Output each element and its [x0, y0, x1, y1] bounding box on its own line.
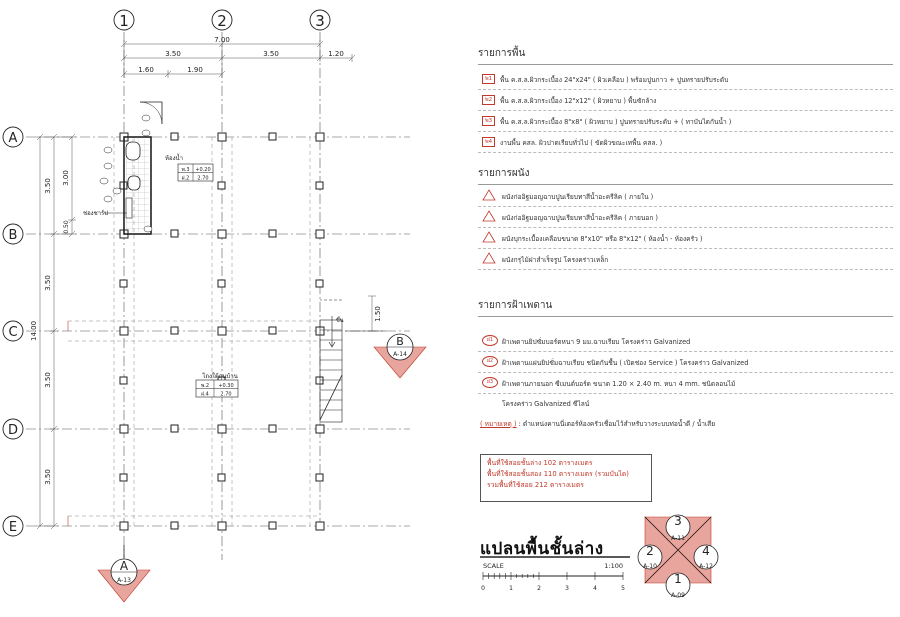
remark	[480, 418, 715, 429]
stair-up: ขึ้น	[336, 318, 344, 324]
scale-tick-4: 4	[593, 585, 597, 592]
section-marker-b	[345, 331, 426, 378]
floor-finishes-title: รายการพื้น	[478, 48, 526, 59]
floor-finishes-section	[478, 46, 893, 147]
ceiling-item: โครงคร่าว Galvanized ซีไลน์	[502, 400, 590, 408]
dim-total-height: 14.00	[30, 320, 38, 342]
section-b-ref: A-14	[393, 351, 407, 358]
floor-item: พ4 งานพื้น คสล. ผิวปาดเรียบทั่วไป ( ขัดผิวขณะเทพื้น คสล. )	[478, 133, 893, 153]
dim-row-de: 3.50	[44, 469, 52, 485]
ceiling-item: ฝ3 ฝ้าเพดานภายนอก ซีเมนต์บอร์ด ขนาด 1.20 × 2.40 m. หนา 4 mm. ชนิดลอนไม้	[478, 374, 893, 394]
area-note-ground: พื้นที่ใช้สอยชั้นล่าง 102 ตารางเมตร	[487, 459, 593, 467]
ceiling-item: ฝ2 ฝ้าเพดานแผ่นยิปซั่มฉาบเรียบ ชนิดกันชื้น ( เปิดช่อง Service ) โครงคร่าว Galvanized	[478, 353, 893, 373]
key-right-num: 4	[702, 544, 710, 558]
scale-tick-3: 3	[565, 585, 569, 592]
dim-row-bc: 3.50	[44, 275, 52, 291]
grid-row-b: B	[8, 228, 18, 243]
scale-tick-1: 1	[509, 585, 513, 592]
section-b-letter: B	[396, 335, 404, 348]
drawing-title: แปลนพื้นชั้นล่าง	[480, 539, 604, 559]
wall-item: ผนังก่ออิฐมอญฉาบปูนเรียบทาสีน้ำอะครีลิค ( ภายใน )	[478, 187, 893, 207]
grid-row-e: E	[8, 520, 18, 535]
dim-bath-050: 0.50	[63, 220, 70, 234]
wall-item: ผนังกรุไม้ฝาสำเร็จรูป โครงคร่าวเหล็ก	[478, 250, 893, 270]
floor-item: พ1 พื้น ค.ส.ล.ผิวกระเบื้อง 24"x24" ( ผิวเคลือบ ) พร้อมปูนกาว + ปูนทรายปรับระดับ	[478, 70, 893, 90]
ceiling-finishes-section	[478, 298, 893, 408]
grid-row-a: A	[8, 131, 18, 146]
area-note-total: รวมพื้นที่ใช้สอย 212 ตารางเมตร	[487, 481, 584, 489]
open-level: +0.30	[218, 383, 234, 389]
dim-stair-150: 1.50	[374, 306, 382, 322]
grid-col-2: 2	[217, 12, 227, 30]
bathroom	[124, 102, 162, 234]
section-a-letter: A	[119, 559, 129, 573]
open-height: 2.70	[220, 391, 232, 398]
key-top-num: 3	[674, 514, 682, 528]
area-note-upper: พื้นที่ใช้สอยชั้นสอง 110 ตารางเมตร (รวมบันได)	[487, 470, 629, 478]
grid-col-1: 1	[119, 12, 129, 30]
duct-label: ช่องชาร์ป	[83, 210, 109, 217]
dim-row-cd: 3.50	[44, 372, 52, 388]
wall-finishes-section	[478, 166, 893, 264]
scale-tick-5: 5	[621, 585, 625, 592]
wall-item: ผนังบุกระเบื้องเคลือบขนาด 8"x10" หรือ 8"x12" ( ห้องน้ำ - ห้องครัว )	[478, 229, 893, 249]
wall-code-icon	[482, 252, 496, 264]
floor-item: พ3 พื้น ค.ส.ล.ผิวกระเบื้อง 8"x8" ( ผิวหยาบ ) ปูนทรายปรับระดับ + ( ทาบันไดกันน้ำ )	[478, 112, 893, 132]
bathroom-name: ห้องน้ำ	[165, 155, 183, 162]
wall-finishes-title: รายการผนัง	[478, 168, 530, 179]
dim-col-2-3: 3.50	[263, 50, 279, 58]
key-right-ref: A-12	[699, 563, 713, 570]
scale-tick-2: 2	[537, 585, 541, 592]
dim-total-width: 7.00	[214, 36, 230, 44]
key-left-ref: A-10	[643, 563, 657, 570]
wall-code-icon	[482, 231, 496, 243]
grid-row-d: D	[7, 423, 19, 438]
key-bottom-ref: A-09	[671, 592, 685, 599]
bathroom-code1: พ.3	[181, 167, 190, 173]
dim-sub-2: 1.90	[187, 66, 203, 74]
dim-row-ab: 3.50	[44, 178, 52, 194]
grid-col-3: 3	[315, 12, 325, 30]
dim-sub-1: 1.60	[138, 66, 154, 74]
section-marker-a	[98, 545, 150, 602]
section-a-ref: A-13	[117, 577, 131, 584]
area-notes	[480, 454, 652, 502]
open-code1: พ.2	[200, 383, 210, 389]
open-code2: ฝ.4	[201, 391, 209, 398]
bathroom-code2: ฝ.2	[181, 175, 190, 182]
remark-text: : ตำแหน่งคานนี่เตอร์ห้องครัวเชื่อมไว้สำหรับวางระบบท่อน้ำดี / น้ำเสีย	[518, 420, 716, 428]
ceiling-finishes-title: รายการฝ้าเพดาน	[478, 300, 553, 311]
dim-bath-3: 3.00	[62, 170, 70, 186]
remark-label: ( หมายเหตุ )	[480, 420, 517, 428]
floor-item: พ2 พื้น ค.ส.ล.ผิวกระเบื้อง 12"x12" ( ผิวหยาบ ) พื้นซักล้าง	[478, 91, 893, 111]
wall-code-icon	[482, 210, 496, 222]
wall-code-icon	[482, 189, 496, 201]
key-bottom-num: 1	[674, 572, 682, 586]
bathroom-height: 2.70	[197, 175, 209, 182]
dim-col-1-2: 3.50	[165, 50, 181, 58]
key-top-ref: A-11	[671, 535, 685, 542]
ceiling-item: ฝ1 ฝ้าเพดานยิปซั่มบอร์ดหนา 9 มม.ฉาบเรียบ โครงคร่าว Galvanized	[478, 332, 893, 352]
scale-ratio: 1:100	[604, 562, 623, 570]
bathroom-level: +0.20	[195, 167, 211, 173]
dim-overhang: 1.20	[328, 50, 344, 58]
grid-row-c: C	[8, 325, 18, 340]
scale-tick-0: 0	[481, 585, 485, 592]
key-left-num: 2	[646, 544, 654, 558]
scale-label: SCALE	[483, 562, 504, 570]
scale-bar	[483, 572, 623, 580]
wall-item: ผนังก่ออิฐมอญฉาบปูนเรียบทาสีน้ำอะครีลิค ( ภายนอก )	[478, 208, 893, 228]
open-area-name: โถงใต้ถุนบ้าน	[202, 373, 238, 380]
